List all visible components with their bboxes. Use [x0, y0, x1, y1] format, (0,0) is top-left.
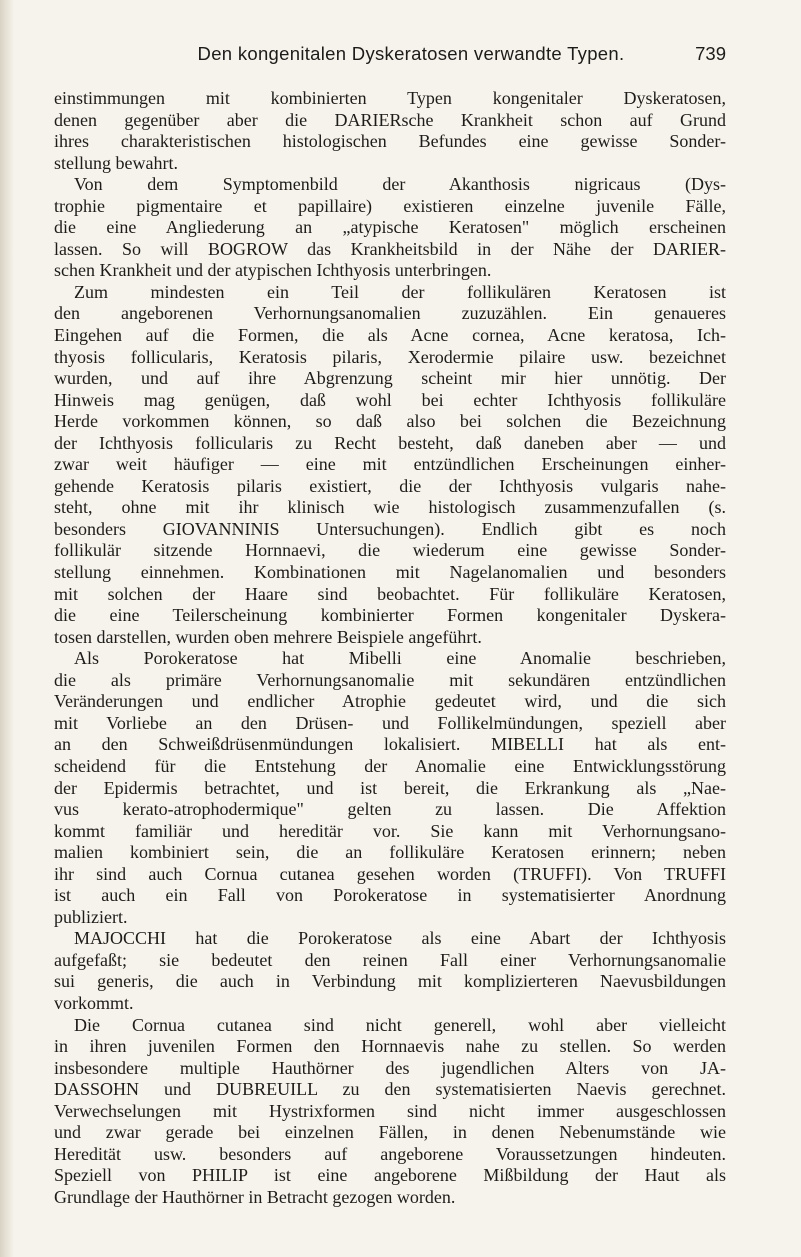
text-line: Herde vorkommen können, so daß also bei solchen die Bezeichnung [54, 411, 726, 432]
text-line: die als primäre Verhornungsanomalie mit sekundären entzündlichen [54, 669, 726, 690]
text-line: denen gegenüber aber die DARIERsche Krankheit schon auf Grund [54, 109, 726, 130]
text-line: Als Porokeratose hat Mibelli eine Anomalie beschrieben, [74, 648, 726, 669]
text-line: stellung einnehmen. Kombinationen mit Nagelanomalien und besonders [54, 562, 726, 583]
text-line: Zum mindesten ein Teil der follikulären Keratosen ist [74, 281, 726, 302]
text-line: zwar weit häufiger — eine mit entzündlichen Erscheinungen einher- [54, 454, 726, 475]
text-line: malien kombiniert sein, die an follikuläre Keratosen erinnern; neben [54, 842, 726, 863]
text-line: Hinweis mag genügen, daß wohl bei echter Ichthyosis follikuläre [54, 389, 726, 410]
text-line: aufgefaßt; sie bedeutet den reinen Fall einer Verhornungsanomalie [54, 949, 726, 970]
text-line: tosen darstellen, wurden oben mehrere Beispiele angeführt. [54, 626, 482, 647]
text-line: Heredität usw. besonders auf angeborene Voraussetzungen hindeuten. [54, 1143, 726, 1164]
text-line: mit Vorliebe an den Drüsen- und Follikelmündungen, speziell aber [54, 712, 726, 733]
text-line: Verwechselungen mit Hystrixformen sind nicht immer ausgeschlossen [54, 1100, 726, 1121]
text-line: der Epidermis betrachtet, und ist bereit, die Erkrankung als „Nae- [54, 777, 726, 798]
text-line: lassen. So will BOGROW das Krankheitsbild in der Nähe der DARIER- [54, 238, 726, 259]
text-line: mit solchen der Haare sind beobachtet. Für follikuläre Keratosen, [54, 583, 726, 604]
text-line: einstimmungen mit kombinierten Typen kongenitaler Dyskeratosen, [54, 88, 726, 108]
text-line: Von dem Symptomenbild der Akanthosis nigricaus (Dys- [74, 174, 726, 195]
text-line: scheidend für die Entstehung der Anomalie eine Entwicklungsstörung [54, 755, 726, 776]
text-line: gehende Keratosis pilaris existiert, die der Ichthyosis vulgaris nahe- [54, 475, 726, 496]
text-line: sui generis, die auch in Verbindung mit komplizierteren Naevusbildungen [54, 971, 726, 992]
text-line: follikulär sitzende Hornnaevi, die wiederum eine gewisse Sonder- [54, 540, 726, 561]
text-line: die eine Teilerscheinung kombinierter Formen kongenitaler Dyskera- [54, 605, 726, 626]
text-line: Grundlage der Hauthörner in Betracht gezogen worden. [54, 1186, 456, 1207]
text-line: schen Krankheit und der atypischen Ichthyosis unterbringen. [54, 260, 492, 281]
text-line: MAJOCCHI hat die Porokeratose als eine Abart der Ichthyosis [74, 928, 726, 949]
text-line: vus kerato-atrophodermique" gelten zu lassen. Die Affektion [54, 799, 726, 820]
text-line: den angeborenen Verhornungsanomalien zuzuzählen. Ein genaueres [54, 303, 726, 324]
text-line: ist auch ein Fall von Porokeratose in systematisierter Anordnung [54, 885, 726, 906]
text-line: trophie pigmentaire et papillaire) existieren einzelne juvenile Fälle, [54, 195, 726, 216]
text-line: und zwar gerade bei einzelnen Fällen, in denen Nebenumstände wie [54, 1122, 726, 1143]
text-line: an den Schweißdrüsenmündungen lokalisiert. MIBELLI hat als ent- [54, 734, 726, 755]
running-head [96, 43, 726, 67]
body-text [54, 88, 726, 1208]
text-line: in ihren juvenilen Formen den Hornnaevis nahe zu stellen. So werden [54, 1036, 726, 1057]
text-line: thyosis follicularis, Keratosis pilaris, Xerodermie pilaire usw. bezeichnet [54, 346, 726, 367]
running-title: Den kongenitalen Dyskeratosen verwandte Typen. [197, 43, 625, 64]
text-line: ihres charakteristischen histologischen Befundes eine gewisse Sonder- [54, 131, 726, 152]
text-line: stellung bewahrt. [54, 152, 178, 173]
text-line: insbesondere multiple Hauthörner des jugendlichen Alters von JA- [54, 1057, 726, 1078]
text-line: DASSOHN und DUBREUILL zu den systematisierten Naevis gerechnet. [54, 1079, 726, 1100]
text-line: die eine Angliederung an „atypische Keratosen" möglich erscheinen [54, 217, 726, 238]
page-number: 739 [695, 43, 726, 64]
text-line: Die Cornua cutanea sind nicht generell, wohl aber vielleicht [74, 1014, 726, 1035]
text-line: steht, ohne mit ihr klinisch wie histologisch zusammenzufallen (s. [54, 497, 726, 518]
text-line: ihr sind auch Cornua cutanea gesehen worden (TRUFFI). Von TRUFFI [54, 863, 726, 884]
text-line: Eingehen auf die Formen, die als Acne cornea, Acne keratosa, Ich- [54, 325, 726, 346]
text-line: kommt familiär und hereditär vor. Sie kann mit Verhornungsano- [54, 820, 726, 841]
text-line: vorkommt. [54, 992, 134, 1013]
text-line: besonders GIOVANNINIS Untersuchungen). Endlich gibt es noch [54, 518, 726, 539]
binding-edge [0, 0, 14, 1257]
text-line: Speziell von PHILIP ist eine angeborene Mißbildung der Haut als [54, 1165, 726, 1186]
text-line: Veränderungen und endlicher Atrophie gedeutet wird, und die sich [54, 691, 726, 712]
text-line: wurden, und auf ihre Abgrenzung scheint mir hier unnötig. Der [54, 368, 726, 389]
text-line: der Ichthyosis follicularis zu Recht besteht, daß daneben aber — und [54, 432, 726, 453]
text-line: publiziert. [54, 906, 128, 927]
